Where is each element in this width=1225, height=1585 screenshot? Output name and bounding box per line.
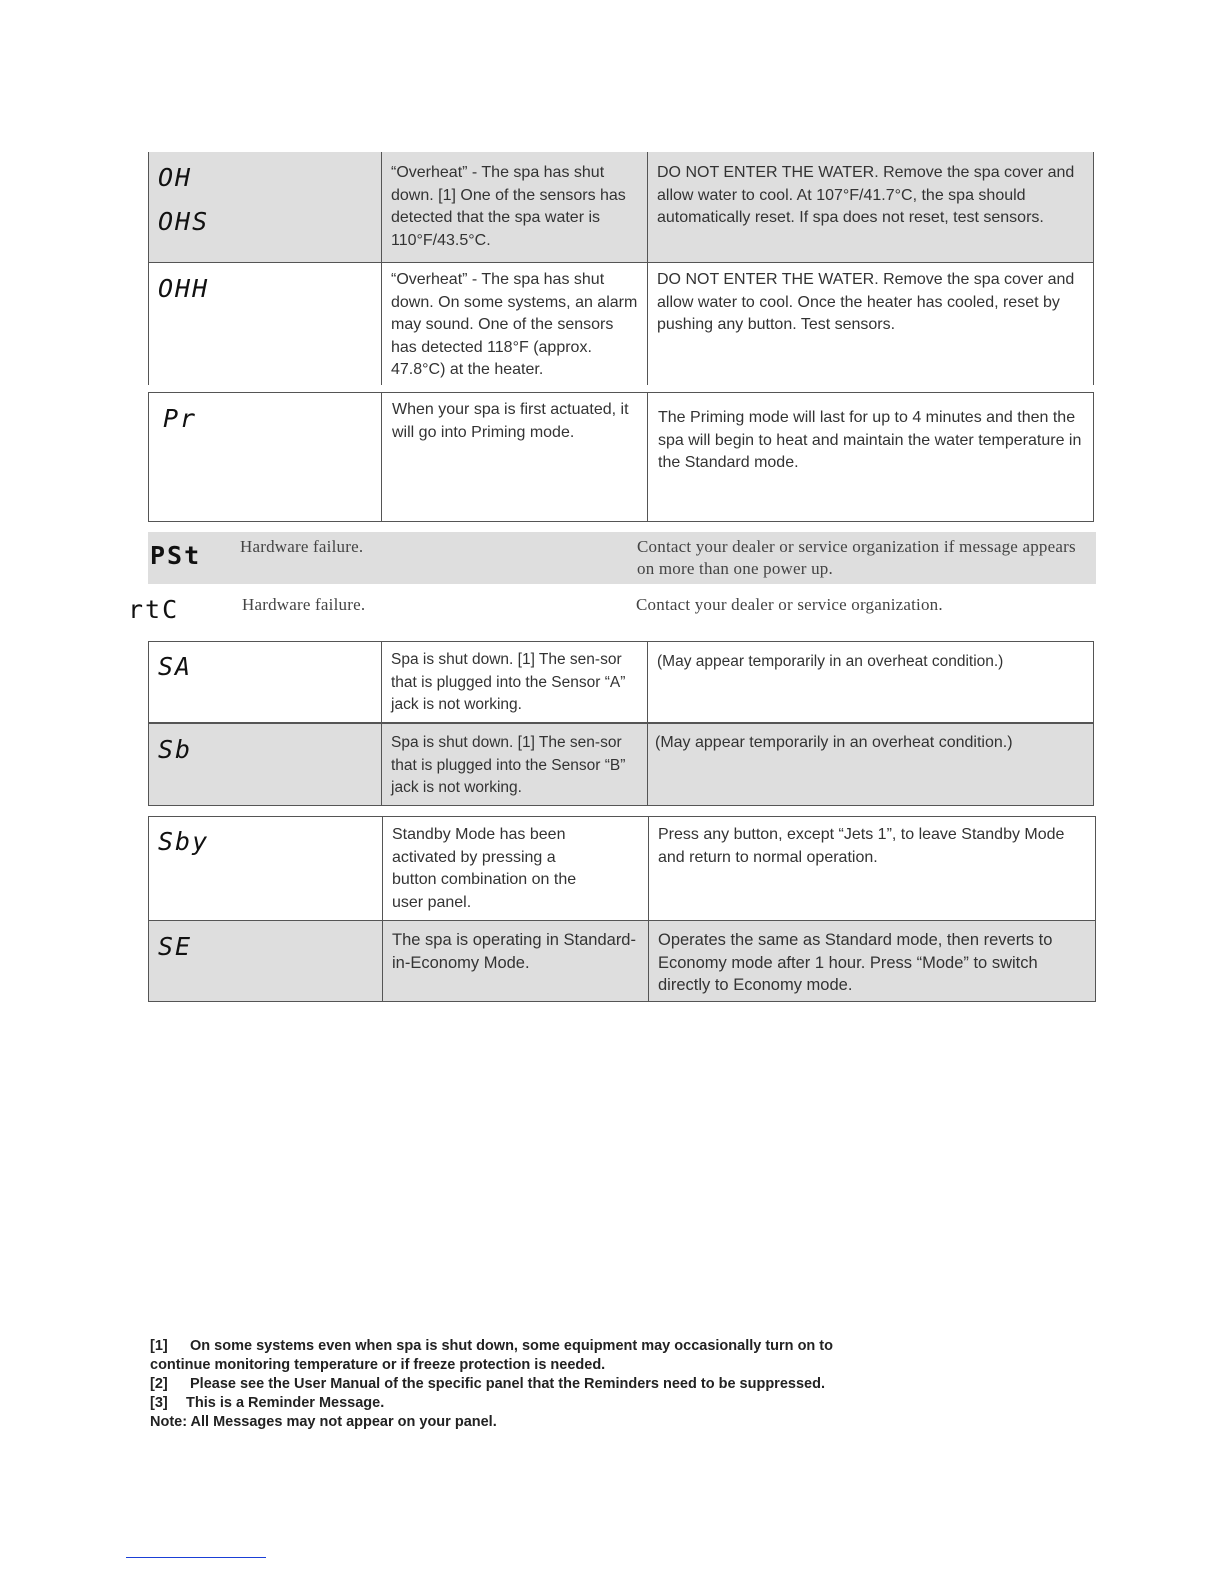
footnote-text: This is a Reminder Message. (186, 1395, 385, 1411)
table-row-sa (148, 641, 1094, 722)
table-block-sensors (148, 641, 1094, 806)
column-divider (148, 641, 149, 806)
code-ohh: OHH (158, 274, 210, 303)
code-sb: Sb (158, 735, 193, 764)
table-row-oh (148, 152, 1094, 262)
column-divider (1095, 816, 1096, 1002)
action-cell: The Priming mode will last for up to 4 minutes and then the spa will begin to heat and maintain the water temperature in the Standard mode. (658, 409, 1082, 472)
column-divider (381, 641, 382, 806)
footnote-number: [1] (150, 1338, 168, 1354)
description-cell: Hardware failure. (240, 537, 364, 556)
action-cell: Contact your dealer or service organization if message appears on more than one power up. (637, 537, 1076, 578)
footnote-1-continued: continue monitoring temperature or if freeze protection is needed. (150, 1357, 606, 1373)
description-cell: Spa is shut down. [1] The sen-sor that is plugged into the Sensor “B” jack is not working. (391, 734, 626, 797)
row-divider (148, 1001, 1096, 1002)
table-row-pst (148, 532, 1096, 584)
column-divider (648, 816, 649, 1002)
code-sby: Sby (158, 827, 210, 856)
code-cell (148, 724, 381, 806)
column-divider (647, 393, 648, 521)
table-row-sb (148, 724, 1094, 806)
code-pst: PSt (150, 541, 202, 570)
column-divider (381, 152, 382, 385)
code-oh: OH (158, 163, 193, 192)
column-divider (148, 152, 149, 385)
code-ohs: OHS (158, 207, 210, 236)
footnote-number: [2] (150, 1376, 168, 1392)
code-sa: SA (158, 652, 193, 681)
code-se: SE (158, 932, 193, 961)
footnote-text: Please see the User Manual of the specific panel that the Reminders need to be suppressed. (190, 1376, 825, 1392)
description-cell: Spa is shut down. [1] The sen-sor that is plugged into the Sensor “A” jack is not working. (391, 651, 626, 714)
action-cell: (May appear temporarily in an overheat condition.) (657, 653, 1004, 670)
description-cell: The spa is operating in Standard-in-Economy Mode. (392, 931, 636, 972)
footnote-note: Note: All Messages may not appear on your panel. (150, 1414, 497, 1430)
action-cell: Press any button, except “Jets 1”, to leave Standby Mode and return to normal operation. (658, 826, 1065, 866)
code-cell (148, 263, 381, 385)
code-cell (148, 816, 382, 920)
row-divider (148, 641, 1094, 642)
row-divider (148, 816, 1096, 817)
table-block-overheat (148, 152, 1094, 385)
column-divider (1093, 152, 1094, 385)
column-divider (148, 816, 149, 1002)
column-divider (381, 393, 382, 521)
footnote-1 (150, 1337, 1050, 1356)
code-pr: Pr (163, 404, 198, 433)
table-row-ohh (148, 263, 1094, 385)
description-cell: “Overheat” - The spa has shut down. [1] One of the sensors has detected that the spa water is 110°F/43.5°C. (391, 164, 626, 249)
code-cell (148, 641, 381, 722)
column-divider (647, 641, 648, 806)
column-divider (647, 152, 648, 385)
action-cell: Contact your dealer or service organization. (636, 595, 943, 614)
table-row-sby (148, 816, 1096, 920)
column-divider (1093, 641, 1094, 806)
description-cell: When your spa is first actuated, it will go into Priming mode. (392, 401, 629, 441)
table-row-se (148, 921, 1096, 1001)
action-cell: Operates the same as Standard mode, then reverts to Economy mode after 1 hour. Press “Mode” to switch directly to Economy mode. (658, 931, 1053, 995)
footnote-number: [3] (150, 1395, 168, 1411)
column-divider (382, 816, 383, 1002)
footnote-2 (150, 1375, 1050, 1394)
table-block-modes (148, 816, 1096, 1002)
code-cell (148, 152, 381, 262)
code-cell (149, 393, 382, 521)
row-divider (148, 805, 1094, 806)
code-rtc: rtC (128, 595, 180, 624)
code-cell (148, 921, 382, 1001)
description-cell: Hardware failure. (242, 595, 366, 614)
action-cell: (May appear temporarily in an overheat condition.) (655, 734, 1013, 751)
description-cell: Standby Mode has been activated by pressing a button combination on the user panel. (392, 826, 577, 911)
bottom-link-underline (126, 1557, 266, 1558)
footnotes (150, 1337, 1050, 1432)
table-block-priming (148, 392, 1094, 522)
footnote-3 (150, 1394, 1050, 1413)
table-row-rtc (128, 588, 1096, 628)
action-cell: DO NOT ENTER THE WATER. Remove the spa cover and allow water to cool. Once the heater has cooled, reset by pushing any button. Test sensors. (657, 271, 1075, 334)
action-cell: DO NOT ENTER THE WATER. Remove the spa cover and allow water to cool. At 107°F/41.7°C, the spa should automatically reset. If spa does not reset, test sensors. (657, 164, 1075, 227)
footnote-text: On some systems even when spa is shut down, some equipment may occasionally turn on to (190, 1338, 833, 1354)
description-cell: “Overheat” - The spa has shut down. On some systems, an alarm may sound. One of the sensors has detected 118°F (approx. 47.8°C) at the heater. (391, 271, 638, 379)
